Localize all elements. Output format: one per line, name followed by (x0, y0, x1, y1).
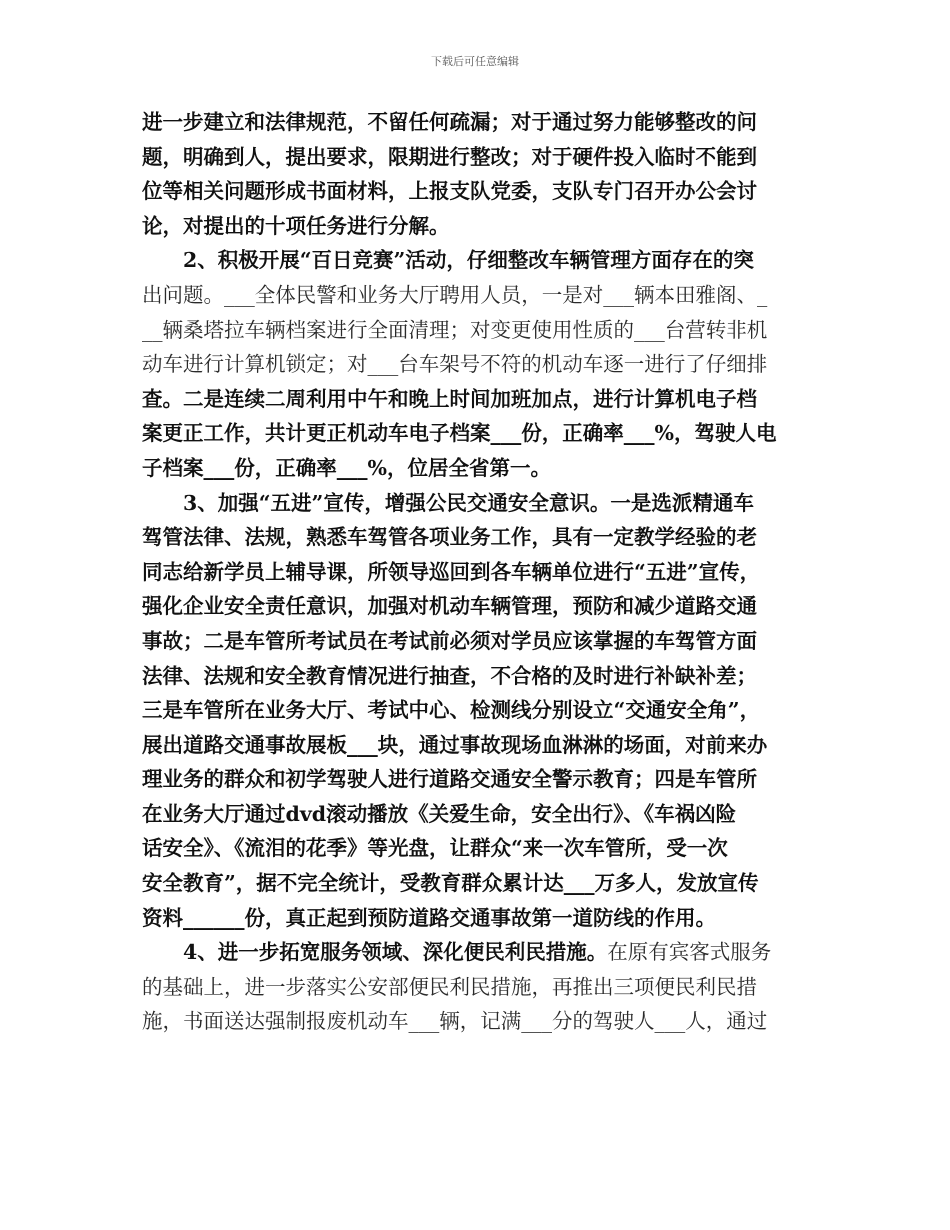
line-text: 子档案___份，正确率___%，位居全省第一。 (142, 455, 551, 480)
text-line (142, 520, 820, 555)
line-text: 2、积极开展“百日竞赛”活动，仔细整改车辆管理方面存在的突 (183, 248, 754, 273)
line-text: 同志给新学员上辅导课，所领导巡回到各车辆单位进行“五进”宣传， (142, 559, 761, 584)
text-line (142, 105, 820, 140)
text-line (142, 1004, 820, 1039)
line-text: 题，明确到人，提出要求，限期进行整改；对于硬件投入临时不能到 (142, 144, 757, 169)
line-text: 4、进一步拓宽服务领域、深化便民利民措施。 (183, 940, 608, 965)
text-line (142, 935, 820, 970)
document-body (142, 105, 820, 1039)
line-text: 论，对提出的十项任务进行分解。 (142, 213, 450, 238)
line-text: 在业务大厅通过dvd滚动播放《关爱生命，安全出行》、《车祸凶险 (142, 801, 737, 826)
line-text: 查。二是连续二周利用中午和晚上时间加班加点，进行计算机电子档 (142, 386, 757, 411)
text-line (142, 174, 820, 209)
line-text: 资料______份，真正起到预防道路交通事故第一道防线的作用。 (142, 905, 716, 930)
line-text: 话安全》、《流泪的花季》等光盘，让群众“来一次车管所，受一次 (142, 836, 728, 861)
text-line (142, 970, 820, 1005)
line-text: 三是车管所在业务大厅、考试中心、检测线分别设立“交通安全角”， (142, 698, 761, 723)
text-line (142, 451, 820, 486)
text-line (142, 901, 820, 936)
text-line (142, 347, 820, 382)
line-text: 安全教育”，据不完全统计，受教育群众累计达___万多人，发放宣传 (142, 871, 759, 896)
page-header: 下载后可任意编辑 (431, 55, 519, 68)
line-text: 3、加强“五进”宣传，增强公民交通安全意识。一是选派精通车 (183, 490, 754, 515)
line-text: 进一步建立和法律规范，不留任何疏漏；对于通过努力能够整改的问 (142, 110, 757, 134)
text-line (142, 243, 820, 278)
line-text: 位等相关问题形成书面材料，上报支队党委，支队专门召开办公会讨 (142, 179, 757, 204)
text-line (142, 209, 820, 244)
line-text: 展出道路交通事故展板___块，通过事故现场血淋淋的场面，对前来办 (142, 732, 768, 757)
text-line (142, 797, 820, 832)
text-line (142, 313, 820, 348)
text-line (142, 693, 820, 728)
line-text: 驾管法律、法规，熟悉车驾管各项业务工作，具有一定教学经验的老 (142, 525, 757, 550)
line-text: 的基础上，进一步落实公安部便民利民措施，再推出三项便民利民措 (142, 974, 757, 999)
text-line (142, 140, 820, 175)
line-text: 动车进行计算机锁定；对___台车架号不符的机动车逐一进行了仔细排 (142, 352, 768, 377)
line-text: 施，书面送达强制报废机动车___辆，记满___分的驾驶人___人，通过 (142, 1009, 768, 1034)
text-line (142, 486, 820, 521)
line-text: 法律、法规和安全教育情况进行抽查，不合格的及时进行补缺补差； (142, 663, 757, 688)
text-line (142, 866, 820, 901)
line-text: 强化企业安全责任意识，加强对机动车辆管理，预防和减少道路交通 (142, 594, 757, 619)
text-line (142, 278, 820, 313)
text-line (142, 728, 820, 763)
text-line (142, 589, 820, 624)
text-line (142, 624, 820, 659)
line-text: 事故；二是车管所考试员在考试前必须对学员应该掌握的车驾管方面 (142, 628, 757, 653)
text-line (142, 659, 820, 694)
line-text: 出问题。___全体民警和业务大厅聘用人员，一是对___辆本田雅阁、_ (142, 282, 768, 307)
line-text: __辆桑塔拉车辆档案进行全面清理；对变更使用性质的___台营转非机 (142, 317, 768, 342)
line-tail-text: 在原有宾客式服务 (607, 940, 772, 965)
line-text: 理业务的群众和初学驾驶人进行道路交通安全警示教育；四是车管所 (142, 767, 757, 792)
text-line (142, 416, 820, 451)
text-line (142, 831, 820, 866)
text-line (142, 382, 820, 417)
text-line (142, 555, 820, 590)
text-line (142, 762, 820, 797)
line-text: 案更正工作，共计更正机动车电子档案___份，正确率___%，驾驶人电 (142, 421, 777, 446)
